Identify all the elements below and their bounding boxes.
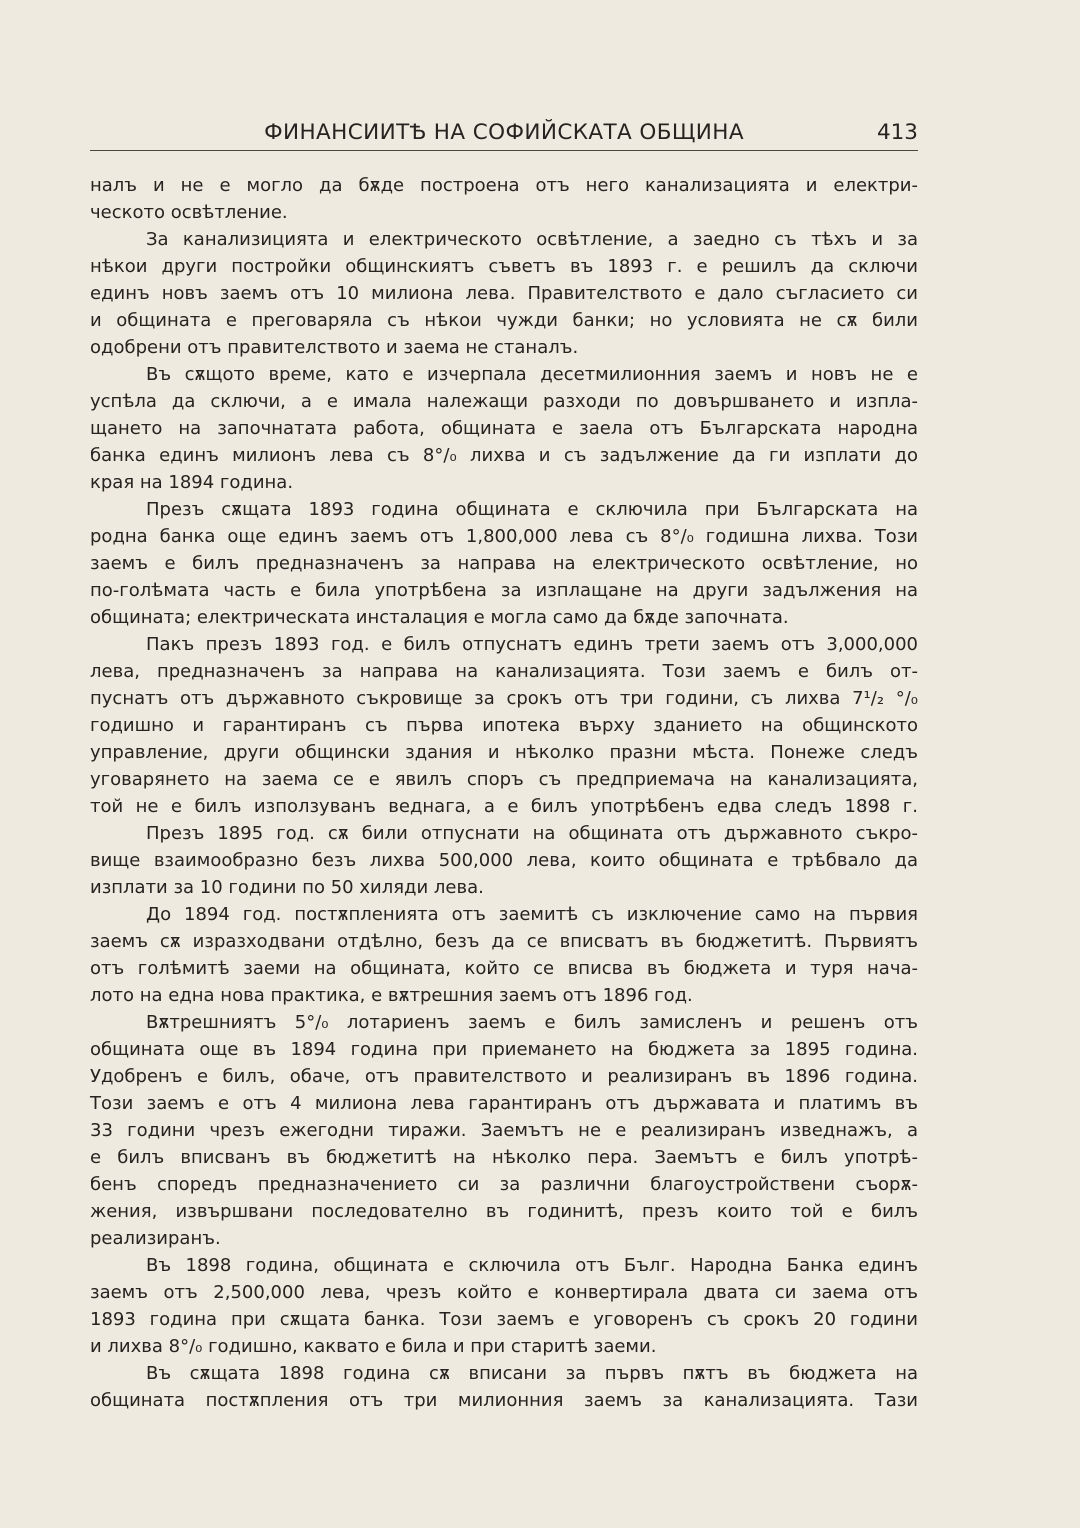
body-text bbox=[90, 172, 918, 1414]
text-line: изплати за 10 години по 50 хиляди лева. bbox=[90, 877, 484, 898]
text-line: банка единъ милионъ лева съ 8°/₀ лихва и съ задължение да ги изплати до bbox=[90, 445, 918, 466]
text-line: годишно и гарантиранъ съ първа ипотека върху зданието на общинското bbox=[90, 715, 918, 736]
text-line: лото на една нова практика, е вѫтрешния заемъ отъ 1896 год. bbox=[90, 985, 693, 1006]
text-line: Вѫтрешниятъ 5°/₀ лотариенъ заемъ е билъ замисленъ и решенъ отъ bbox=[146, 1012, 918, 1033]
paragraph bbox=[90, 496, 918, 631]
text-line: бенъ споредъ предназначението си за различни благоустройствени съорѫ- bbox=[90, 1174, 918, 1195]
paragraph bbox=[90, 361, 918, 496]
paragraph bbox=[90, 226, 918, 361]
paragraph bbox=[90, 1360, 918, 1414]
text-line: по-голѣмата часть е била употрѣбена за изплащане на други задължения на bbox=[90, 580, 918, 601]
text-line: е билъ вписванъ въ бюджетитѣ на нѣколко пера. Заемътъ е билъ употрѣ- bbox=[90, 1147, 918, 1168]
paragraph bbox=[90, 1252, 918, 1360]
text-line: управление, други общински здания и нѣколко празни мѣста. Понеже следъ bbox=[90, 742, 918, 763]
text-line: одобрени отъ правителството и заема не станалъ. bbox=[90, 337, 579, 358]
text-line: За канализицията и електрическото освѣтление, а заедно съ тѣхъ и за bbox=[146, 229, 918, 250]
text-line: жения, извършвани последователно въ годинитѣ, презъ които той е билъ bbox=[90, 1201, 918, 1222]
text-line: Този заемъ е отъ 4 милиона лева гарантиранъ отъ държавата и платимъ въ bbox=[90, 1093, 918, 1114]
text-line: заемъ е билъ предназначенъ за направа на електрическото освѣтление, но bbox=[90, 553, 918, 574]
text-line: единъ новъ заемъ отъ 10 милиона лева. Правителството е дало съгласието си bbox=[90, 283, 918, 304]
text-line: общината; електрическата инсталация е могла само да бѫде започната. bbox=[90, 607, 789, 628]
text-line: края на 1894 година. bbox=[90, 472, 294, 493]
text-line: лева, предназначенъ за направа на канализацията. Този заемъ е билъ от- bbox=[90, 661, 918, 682]
paragraph bbox=[90, 820, 918, 901]
paragraph bbox=[90, 172, 918, 226]
page-number: 413 bbox=[876, 120, 918, 145]
text-line: родна банка още единъ заемъ отъ 1,800,000 лева съ 8°/₀ годишна лихва. Този bbox=[90, 526, 918, 547]
paragraph bbox=[90, 1009, 918, 1252]
text-line: заемъ отъ 2,500,000 лева, чрезъ който е конвертирала двата си заема отъ bbox=[90, 1282, 918, 1303]
text-line: 33 години чрезъ ежегодни тиражи. Заемътъ не е реализиранъ изведнажъ, а bbox=[90, 1120, 918, 1141]
text-line: ческото освѣтление. bbox=[90, 202, 288, 223]
text-line: щането на започнатата работа, общината е заела отъ Българската народна bbox=[90, 418, 918, 439]
text-line: Въ сѫщото време, като е изчерпала десетмилионния заемъ и новъ не е bbox=[146, 364, 918, 385]
text-line: отъ голѣмитѣ заеми на общината, който се вписва въ бюджета и туря нача- bbox=[90, 958, 918, 979]
text-line: Удобренъ е билъ, обаче, отъ правителството и реализиранъ въ 1896 година. bbox=[90, 1066, 918, 1087]
text-line: успѣла да сключи, а е имала належащи разходи по довършването и изпла- bbox=[90, 391, 918, 412]
running-title: ФИНАНСИИТѢ НА СОФИЙСКАТА ОБЩИНА bbox=[264, 120, 744, 145]
paragraph bbox=[90, 631, 918, 820]
text-line: Презъ 1895 год. сѫ били отпуснати на общината отъ държавното съкро- bbox=[146, 823, 918, 844]
text-line: реализиранъ. bbox=[90, 1228, 221, 1249]
text-line: и общината е преговаряла съ нѣкои чужди банки; но условията не сѫ били bbox=[90, 310, 918, 331]
text-line: нѣкои други постройки общинскиятъ съветъ въ 1893 г. е решилъ да сключи bbox=[90, 256, 918, 277]
text-line: Презъ сѫщата 1893 година общината е сключила при Българската на bbox=[146, 499, 918, 520]
text-line: общината постѫпления отъ три милионния заемъ за канализацията. Тази bbox=[90, 1390, 918, 1411]
text-line: той не е билъ използуванъ веднага, а е билъ употрѣбенъ едва следъ 1898 г. bbox=[90, 796, 918, 817]
text-line: заемъ сѫ изразходвани отдѣлно, безъ да се вписватъ въ бюджетитѣ. Първиятъ bbox=[90, 931, 918, 952]
text-line: вище взаимообразно безъ лихва 500,000 лева, които общината е трѣбвало да bbox=[90, 850, 918, 871]
text-line: Въ 1898 година, общината е сключила отъ Бълг. Народна Банка единъ bbox=[146, 1255, 918, 1276]
text-line: и лихва 8°/₀ годишно, каквато е била и при старитѣ заеми. bbox=[90, 1336, 657, 1357]
page-header bbox=[90, 118, 918, 151]
paragraph bbox=[90, 901, 918, 1009]
text-line: Пакъ презъ 1893 год. е билъ отпуснатъ единъ трети заемъ отъ 3,000,000 bbox=[146, 634, 918, 655]
text-line: пуснатъ отъ държавното съкровище за срокъ отъ три години, съ лихва 7¹/₂ °/₀ bbox=[90, 688, 918, 709]
text-line: уговарянето на заема се е явилъ споръ съ предприемача на канализацията, bbox=[90, 769, 918, 790]
text-line: Въ сѫщата 1898 година сѫ вписани за първъ пѫтъ въ бюджета на bbox=[146, 1363, 918, 1384]
text-line: До 1894 год. постѫпленията отъ заемитѣ съ изключение само на първия bbox=[146, 904, 918, 925]
text-line: 1893 година при сѫщата банка. Този заемъ е уговоренъ съ срокъ 20 години bbox=[90, 1309, 918, 1330]
text-line: общината още въ 1894 година при приемането на бюджета за 1895 година. bbox=[90, 1039, 918, 1060]
text-line: налъ и не е могло да бѫде построена отъ него канализацията и електри- bbox=[90, 175, 918, 196]
